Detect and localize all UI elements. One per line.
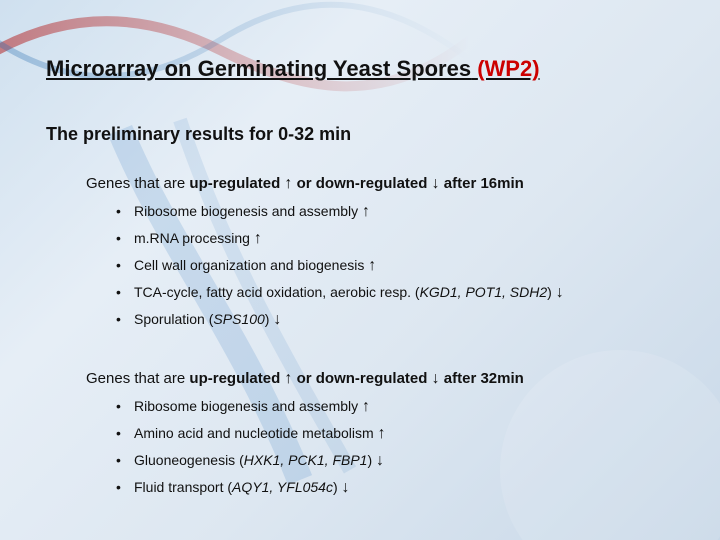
down-arrow-icon: ↓	[555, 284, 564, 301]
group-2-head-up: up-regulated	[189, 370, 281, 387]
gene-names: HXK1, PCK1, FBP1	[243, 452, 368, 468]
item-close: )	[367, 452, 373, 468]
up-arrow-icon: ↑	[362, 398, 371, 415]
item-close: )	[547, 284, 552, 300]
group-1-list	[116, 198, 564, 333]
gene-names: KGD1, POT1, SDH2	[419, 284, 548, 300]
down-arrow-icon: ↓	[376, 452, 385, 469]
group-2-head-suffix: after 32min	[439, 370, 524, 387]
title-accent: (WP2)	[477, 56, 540, 81]
bullet-icon: •	[116, 230, 121, 246]
bullet-icon: •	[116, 425, 121, 441]
group-1-head-middle: or	[292, 175, 316, 192]
up-arrow-icon: ↑	[253, 230, 262, 247]
group-1-head-down: down-regulated	[315, 175, 428, 192]
item-text: Fluid transport (	[134, 479, 233, 495]
up-arrow-icon: ↑	[284, 175, 293, 192]
bullet-icon: •	[116, 398, 121, 414]
bullet-icon: •	[116, 203, 121, 219]
title-main: Microarray on Germinating Yeast Spores	[46, 56, 472, 81]
item-text: Sporulation (	[134, 311, 214, 327]
group-2-list	[116, 393, 386, 501]
gene-names: SPS100	[213, 311, 265, 327]
up-arrow-icon: ↑	[362, 203, 371, 220]
up-arrow-icon: ↑	[368, 257, 377, 274]
item-text: Gluoneogenesis (	[134, 452, 244, 468]
list-item	[116, 279, 564, 306]
group-1-heading	[86, 175, 524, 193]
list-item	[116, 420, 386, 447]
item-close: )	[332, 479, 338, 495]
list-item	[116, 306, 564, 333]
item-text: Ribosome biogenesis and assembly	[134, 203, 359, 219]
item-text: m.RNA processing	[134, 230, 250, 246]
group-1-head-up: up-regulated	[189, 175, 281, 192]
list-item	[116, 225, 564, 252]
up-arrow-icon: ↑	[284, 370, 293, 387]
bullet-icon: •	[116, 311, 121, 327]
group-2-head-prefix: Genes that are	[86, 370, 190, 387]
item-text: Amino acid and nucleotide metabolism	[134, 425, 374, 441]
group-2-head-down: down-regulated	[315, 370, 428, 387]
list-item	[116, 252, 564, 279]
item-text: Cell wall organization and biogenesis	[134, 257, 365, 273]
item-text: TCA-cycle, fatty acid oxidation, aerobic resp. (	[134, 284, 420, 300]
list-item	[116, 474, 386, 501]
slide-subtitle: The preliminary results for 0-32 min	[46, 124, 352, 144]
up-arrow-icon: ↑	[377, 425, 386, 442]
slide-title	[46, 56, 540, 82]
group-1-head-suffix: after 16min	[439, 175, 524, 192]
group-2-head-middle: or	[292, 370, 316, 387]
down-arrow-icon: ↓	[431, 370, 440, 387]
gene-names: AQY1, YFL054c	[232, 479, 333, 495]
list-item	[116, 198, 564, 225]
list-item	[116, 447, 386, 474]
bullet-icon: •	[116, 284, 121, 300]
bullet-icon: •	[116, 452, 121, 468]
item-text: Ribosome biogenesis and assembly	[134, 398, 359, 414]
list-item	[116, 393, 386, 420]
down-arrow-icon: ↓	[431, 175, 440, 192]
bullet-icon: •	[116, 479, 121, 495]
bullet-icon: •	[116, 257, 121, 273]
down-arrow-icon: ↓	[341, 479, 350, 496]
item-close: )	[264, 311, 270, 327]
group-2-heading	[86, 370, 524, 388]
down-arrow-icon: ↓	[273, 311, 282, 328]
group-1-head-prefix: Genes that are	[86, 175, 190, 192]
